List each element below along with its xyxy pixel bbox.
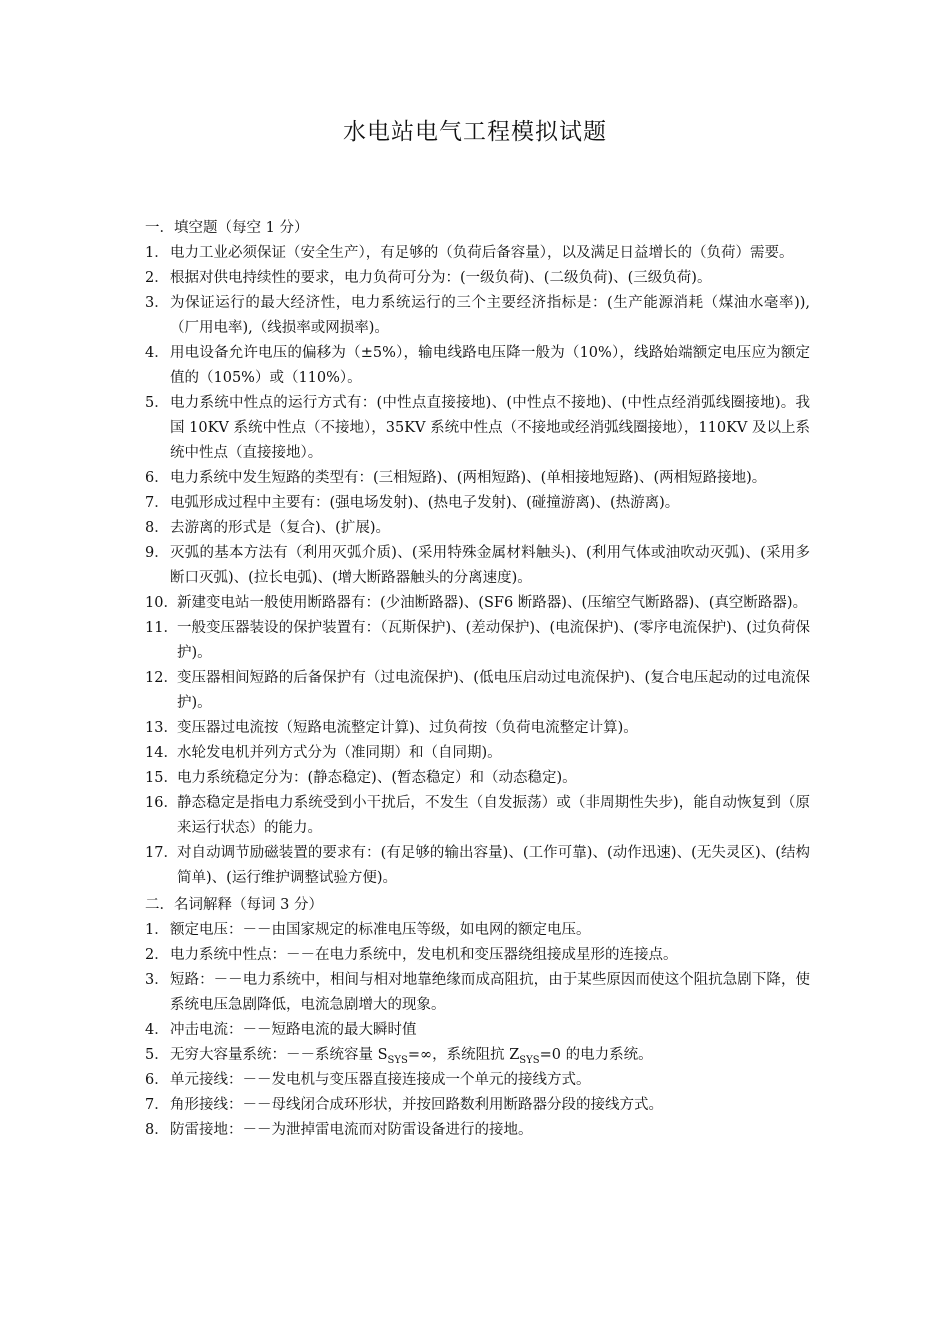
item-number: 4． [145, 345, 169, 361]
text-part: 无穷大容量系统：－－系统容量 S [170, 1047, 388, 1063]
item-number: 6． [145, 1072, 169, 1088]
list-item [145, 1068, 810, 1093]
item-number: 12． [145, 670, 178, 686]
list-item [145, 968, 810, 1018]
item-text-with-subscripts [170, 1043, 810, 1068]
list-item [145, 341, 810, 391]
list-item [145, 241, 810, 266]
document-body [145, 214, 810, 1143]
item-text: 根据对供电持续性的要求，电力负荷可分为：(一级负荷)、(二级负荷)、(三级负荷)。 [170, 270, 712, 286]
list-item [145, 741, 810, 766]
item-text: 防雷接地：－－为泄掉雷电流而对防雷设备进行的接地。 [170, 1122, 533, 1138]
item-number: 1． [145, 922, 169, 938]
item-text: 灭弧的基本方法有（利用灭弧介质)、(采用特殊金属材料触头)、(利用气体或油吹动灭弧)、(采用多断口灭弧)、(拉长电弧)、(增大断路器触头的分离速度)。 [170, 545, 810, 586]
list-item [145, 716, 810, 741]
item-number: 3． [145, 295, 169, 311]
list-item [145, 491, 810, 516]
item-text: 水轮发电机并列方式分为（准同期）和（自同期)。 [177, 745, 502, 761]
item-number: 11． [145, 620, 178, 636]
item-number: 5． [145, 1047, 169, 1063]
item-number: 8． [145, 520, 169, 536]
item-number: 2． [145, 947, 169, 963]
list-item [145, 616, 810, 666]
subscript: SYS [387, 1054, 408, 1066]
item-text: 电力工业必须保证（安全生产），有足够的（负荷后备容量），以及满足日益增长的（负荷）需要。 [170, 245, 794, 261]
item-text: 电力系统中性点的运行方式有：(中性点直接接地)、(中性点不接地)、(中性点经消弧线圈接地)。我国 10KV 系统中性点（不接地），35KV 系统中性点（不接地或经消弧线圈接地），110KV 及以上系统中性点（直接接地）。 [170, 395, 810, 461]
item-text: 变压器相间短路的后备保护有（过电流保护)、(低电压启动过电流保护)、(复合电压起动的过电流保护)。 [177, 670, 810, 711]
item-number: 16． [145, 795, 178, 811]
item-text: 变压器过电流按（短路电流整定计算)、过负荷按（负荷电流整定计算)。 [177, 720, 638, 736]
item-text: 新建变电站一般使用断路器有：(少油断路器)、(SF6 断路器)、(压缩空气断路器)、(真空断路器)。 [177, 595, 808, 611]
list-item [145, 1018, 810, 1043]
item-text: 电力系统中性点：－－在电力系统中，发电机和变压器绕组接成星形的连接点。 [170, 947, 678, 963]
list-item [145, 1118, 810, 1143]
item-number: 15． [145, 770, 178, 786]
item-text: 电弧形成过程中主要有：(强电场发射)、(热电子发射)、(碰撞游离)、(热游离)。 [170, 495, 680, 511]
item-number: 2． [145, 270, 169, 286]
item-text: 对自动调节励磁装置的要求有：(有足够的输出容量)、(工作可靠)、(动作迅速)、(无失灵区)、(结构简单)、(运行维护调整试验方便)。 [177, 845, 810, 886]
list-item [145, 841, 810, 891]
item-text: 静态稳定是指电力系统受到小干扰后，不发生（自发振荡）或（非周期性失步)，能自动恢复到（原来运行状态）的能力。 [177, 795, 810, 836]
item-text: 用电设备允许电压的偏移为（±5%），输电线路电压降一般为（10%），线路始端额定电压应为额定值的（105%）或（110%）。 [170, 345, 810, 386]
list-item [145, 516, 810, 541]
item-number: 13． [145, 720, 178, 736]
item-number: 5． [145, 395, 169, 411]
item-text: 电力系统稳定分为：(静态稳定)、(暂态稳定）和（动态稳定)。 [177, 770, 577, 786]
item-number: 9． [145, 545, 169, 561]
list-item [145, 291, 810, 341]
item-text: 为保证运行的最大经济性，电力系统运行的三个主要经济指标是：(生产能源消耗（煤油水毫率)),（厂用电率),（线损率或网损率)。 [170, 295, 810, 336]
item-number: 7． [145, 495, 169, 511]
item-text: 一般变压器装设的保护装置有：（瓦斯保护)、(差动保护)、(电流保护)、(零序电流保护)、(过负荷保护)。 [177, 620, 810, 661]
item-number: 6． [145, 470, 169, 486]
item-number: 7． [145, 1097, 169, 1113]
item-number: 3． [145, 972, 169, 988]
item-text: 电力系统中发生短路的类型有：(三相短路)、(两相短路)、(单相接地短路)、(两相短路接地)。 [170, 470, 767, 486]
list-item [145, 918, 810, 943]
list-item [145, 391, 810, 466]
section-heading-fill-blank: 一．填空题（每空 1 分） [145, 220, 309, 236]
text-part: =0 的电力系统。 [539, 1047, 653, 1063]
item-number: 14． [145, 745, 178, 761]
item-text: 单元接线：－－发电机与变压器直接连接成一个单元的接线方式。 [170, 1072, 591, 1088]
item-number: 8． [145, 1122, 169, 1138]
list-item [145, 541, 810, 591]
item-text: 去游离的形式是（复合)、(扩展)。 [170, 520, 390, 536]
subscript: SYS [519, 1054, 540, 1066]
list-item [145, 791, 810, 841]
item-number: 1． [145, 245, 169, 261]
list-item [145, 591, 810, 616]
item-text: 短路：－－电力系统中，相间与相对地靠绝缘而成高阻抗，由于某些原因而使这个阻抗急剧下降，使系统电压急剧降低，电流急剧增大的现象。 [170, 972, 810, 1013]
item-text: 冲击电流：－－短路电流的最大瞬时值 [170, 1022, 417, 1038]
list-item [145, 1043, 810, 1068]
item-number: 10． [145, 595, 178, 611]
item-number: 17． [145, 845, 178, 861]
item-text: 额定电压：－－由国家规定的标准电压等级，如电网的额定电压。 [170, 922, 591, 938]
list-item [145, 766, 810, 791]
list-item [145, 943, 810, 968]
list-item [145, 666, 810, 716]
page-title: 水电站电气工程模拟试题 [343, 119, 607, 145]
section-heading-definitions: 二．名词解释（每词 3 分） [145, 897, 323, 913]
item-text: 角形接线：－－母线闭合成环形状，并按回路数利用断路器分段的接线方式。 [170, 1097, 663, 1113]
list-item [145, 466, 810, 491]
text-part: =∞，系统阻抗 Z [407, 1047, 520, 1063]
list-item [145, 266, 810, 291]
item-number: 4． [145, 1022, 169, 1038]
list-item [145, 1093, 810, 1118]
